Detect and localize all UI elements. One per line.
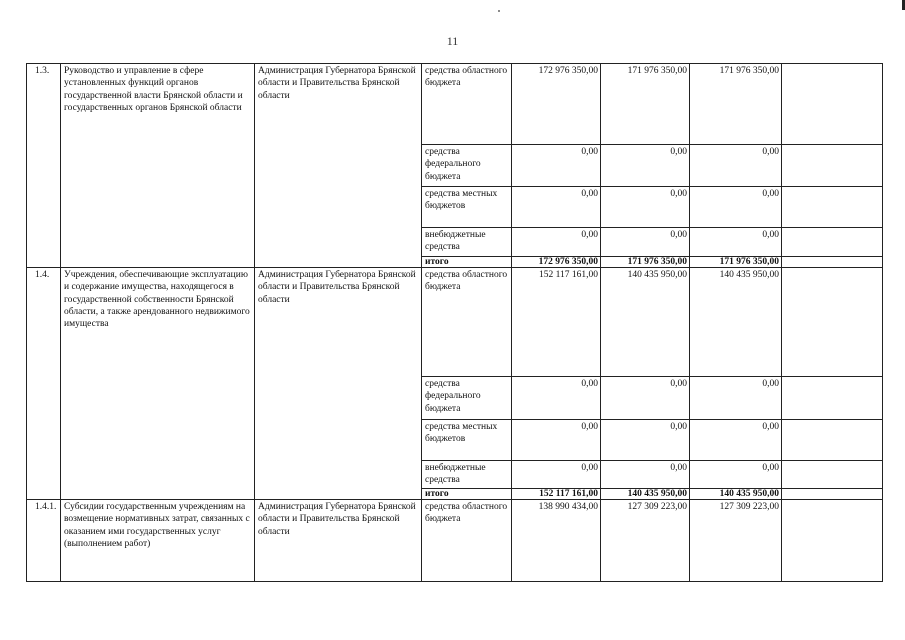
executor-name: Администрация Губернатора Брянской области и Правительства Брянской области [255,500,422,582]
empty-cell [782,420,883,461]
table-row [27,64,883,145]
amount-year-3: 0,00 [690,461,782,489]
funding-source-label: средства областного бюджета [422,64,512,145]
funding-source-label: внебюджетные средства [422,228,512,257]
amount-year-2: 0,00 [601,228,690,257]
amount-year-1: 0,00 [512,377,601,420]
empty-cell [782,268,883,377]
budget-table [26,63,883,582]
page-number: 11 [446,34,459,48]
amount-year-1: 0,00 [512,420,601,461]
amount-year-2: 0,00 [601,377,690,420]
amount-year-3: 0,00 [690,420,782,461]
amount-year-3: 127 309 223,00 [690,500,782,582]
empty-cell [782,187,883,228]
amount-year-1: 0,00 [512,461,601,489]
total-year-3: 171 976 350,00 [690,257,782,268]
executor-name: Администрация Губернатора Брянской области и Правительства Брянской области [255,64,422,268]
funding-source-label: средства областного бюджета [422,268,512,377]
amount-year-2: 0,00 [601,187,690,228]
funding-source-label: средства областного бюджета [422,500,512,582]
amount-year-2: 0,00 [601,461,690,489]
table-row [27,500,883,582]
funding-source-label: средства федерального бюджета [422,145,512,187]
total-year-1: 172 976 350,00 [512,257,601,268]
amount-year-2: 171 976 350,00 [601,64,690,145]
executor-name: Администрация Губернатора Брянской области и Правительства Брянской области [255,268,422,500]
amount-year-3: 171 976 350,00 [690,64,782,145]
total-year-3: 140 435 950,00 [690,489,782,500]
empty-cell [782,64,883,145]
amount-year-2: 0,00 [601,145,690,187]
amount-year-2: 140 435 950,00 [601,268,690,377]
row-number: 1.3. [27,64,61,268]
measure-name: Руководство и управление в сфере установленных функций органов государственной власти Брянской области и государственных органов Брянской области [61,64,255,268]
empty-cell [782,228,883,257]
funding-source-label: средства местных бюджетов [422,187,512,228]
amount-year-1: 0,00 [512,187,601,228]
amount-year-3: 0,00 [690,145,782,187]
amount-year-3: 140 435 950,00 [690,268,782,377]
empty-cell [782,461,883,489]
scan-speck [498,10,500,12]
measure-name: Учреждения, обеспечивающие эксплуатацию и содержание имущества, находящегося в государственной собственности Брянской области, а также арендованного недвижимого имущества [61,268,255,500]
row-number: 1.4.1. [27,500,61,582]
row-number: 1.4. [27,268,61,500]
empty-cell [782,145,883,187]
amount-year-2: 127 309 223,00 [601,500,690,582]
empty-cell [782,500,883,582]
amount-year-1: 0,00 [512,145,601,187]
empty-cell [782,257,883,268]
amount-year-2: 0,00 [601,420,690,461]
amount-year-3: 0,00 [690,228,782,257]
total-year-2: 140 435 950,00 [601,489,690,500]
empty-cell [782,489,883,500]
funding-source-label: средства федерального бюджета [422,377,512,420]
total-year-2: 171 976 350,00 [601,257,690,268]
amount-year-3: 0,00 [690,187,782,228]
amount-year-1: 138 990 434,00 [512,500,601,582]
measure-name: Субсидии государственным учреждениям на возмещение нормативных затрат, связанных с оказанием ими государственных услуг (выполнением работ) [61,500,255,582]
amount-year-1: 172 976 350,00 [512,64,601,145]
total-year-1: 152 117 161,00 [512,489,601,500]
amount-year-1: 152 117 161,00 [512,268,601,377]
empty-cell [782,377,883,420]
total-label: итого [422,489,512,500]
total-label: итого [422,257,512,268]
amount-year-3: 0,00 [690,377,782,420]
funding-source-label: средства местных бюджетов [422,420,512,461]
amount-year-1: 0,00 [512,228,601,257]
table-row [27,268,883,377]
funding-source-label: внебюджетные средства [422,461,512,489]
